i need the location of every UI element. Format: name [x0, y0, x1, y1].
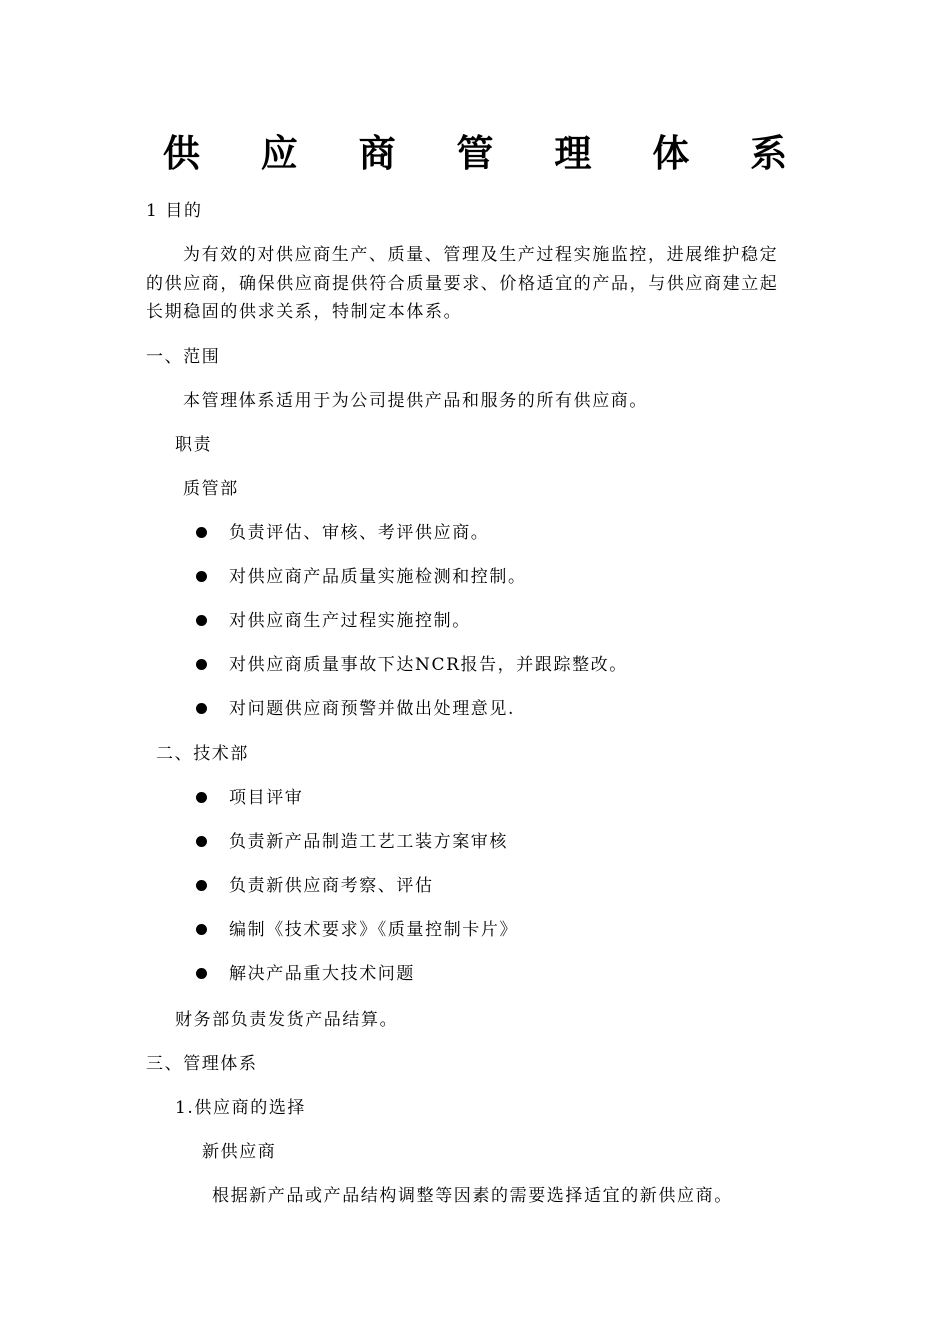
list-item: 负责新产品制造工艺工装方案审核 — [229, 832, 508, 852]
bullet-icon — [196, 615, 207, 626]
finance-text: 财务部负责发货产品结算。 — [175, 1010, 399, 1030]
list-item: 项目评审 — [229, 788, 304, 808]
scope-heading: 一、范围 — [146, 347, 221, 367]
purpose-line-2: 的供应商，确保供应商提供符合质量要求、价格适宜的产品，与供应商建立起 — [146, 274, 779, 294]
scope-text: 本管理体系适用于为公司提供产品和服务的所有供应商。 — [183, 391, 648, 411]
bullet-icon — [196, 924, 207, 935]
list-item: 对供应商质量事故下达NCR报告，并跟踪整改。 — [229, 655, 628, 675]
document-title: 供 应 商 管 理 体 系 — [162, 131, 812, 175]
purpose-line-1: 为有效的对供应商生产、质量、管理及生产过程实施监控，进展维护稳定 — [183, 245, 779, 265]
bullet-icon — [196, 659, 207, 670]
tech-department-heading: 二、技术部 — [156, 744, 249, 764]
bullet-icon — [196, 703, 207, 714]
list-item: 解决产品重大技术问题 — [229, 964, 415, 984]
list-item: 编制《技术要求》《质量控制卡片》 — [229, 920, 519, 940]
list-item: 对供应商产品质量实施检测和控制。 — [229, 567, 527, 587]
qa-department-heading: 质管部 — [183, 479, 239, 499]
bullet-icon — [196, 836, 207, 847]
bullet-icon — [196, 880, 207, 891]
list-item: 对问题供应商预警并做出处理意见. — [229, 699, 516, 719]
bullet-icon — [196, 792, 207, 803]
bullet-icon — [196, 571, 207, 582]
bullet-icon — [196, 968, 207, 979]
list-item: 负责评估、审核、考评供应商。 — [229, 523, 490, 543]
purpose-line-3: 长期稳固的供求关系，特制定本体系。 — [146, 302, 463, 322]
management-system-heading: 三、管理体系 — [146, 1054, 258, 1074]
bullet-icon — [196, 527, 207, 538]
list-item: 负责新供应商考察、评估 — [229, 876, 434, 896]
duties-heading: 职责 — [175, 435, 213, 455]
list-item: 对供应商生产过程实施控制。 — [229, 611, 471, 631]
new-supplier-text: 根据新产品或产品结构调整等因素的需要选择适宜的新供应商。 — [212, 1186, 733, 1206]
new-supplier-heading: 新供应商 — [202, 1142, 277, 1162]
supplier-selection-heading: 1.供应商的选择 — [175, 1098, 307, 1118]
purpose-heading: 1 目的 — [146, 201, 203, 221]
